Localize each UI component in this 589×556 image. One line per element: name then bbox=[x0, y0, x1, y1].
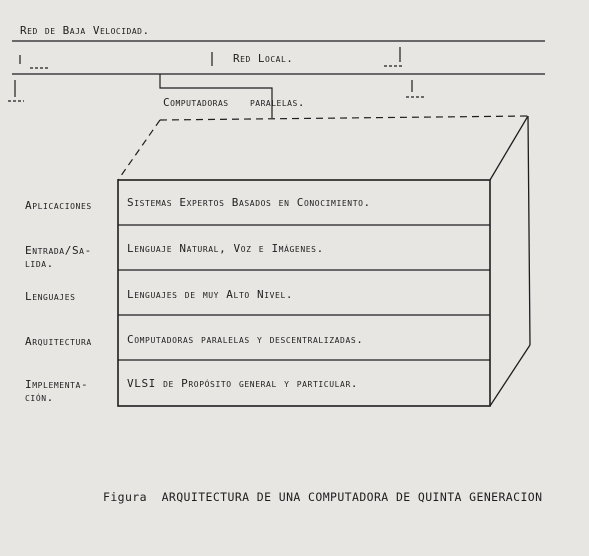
low-speed-network-label: Red de Baja Velocidad. bbox=[20, 24, 150, 37]
layer-label-entrada-salida: Entrada/Sa- lida. bbox=[25, 244, 92, 270]
layer-label-implementacion: Implementa- ción. bbox=[25, 378, 89, 404]
layer-content-aplicaciones: Sistemas Expertos Basados en Conocimiento. bbox=[127, 196, 371, 209]
layer-content-lenguajes: Lenguajes de muy Alto Nivel. bbox=[127, 288, 294, 301]
layer-content-arquitectura: Computadoras paralelas y descentralizadas. bbox=[127, 333, 364, 346]
box-back-right-edge bbox=[528, 116, 530, 345]
box-top-back-edge bbox=[160, 116, 528, 120]
layer-label-arquitectura: Arquitectura bbox=[25, 335, 92, 348]
figure-caption: Figura ARQUITECTURA DE UNA COMPUTADORA DE QUINTA GENERACION bbox=[103, 490, 543, 504]
parallel-computers-label: Computadoras paralelas. bbox=[163, 96, 305, 109]
local-network-label: Red Local. bbox=[233, 52, 294, 65]
layer-label-aplicaciones: Aplicaciones bbox=[25, 199, 92, 212]
box-bottom-right-edge bbox=[490, 345, 530, 406]
box-top-left-edge bbox=[118, 120, 160, 180]
layer-label-lenguajes: Lenguajes bbox=[25, 290, 76, 303]
box-top-right-edge bbox=[490, 116, 528, 180]
layer-content-entrada-salida: Lenguaje Natural, Voz e Imágenes. bbox=[127, 242, 324, 255]
layer-content-implementacion: VLSI de Propósito general y particular. bbox=[127, 377, 359, 390]
